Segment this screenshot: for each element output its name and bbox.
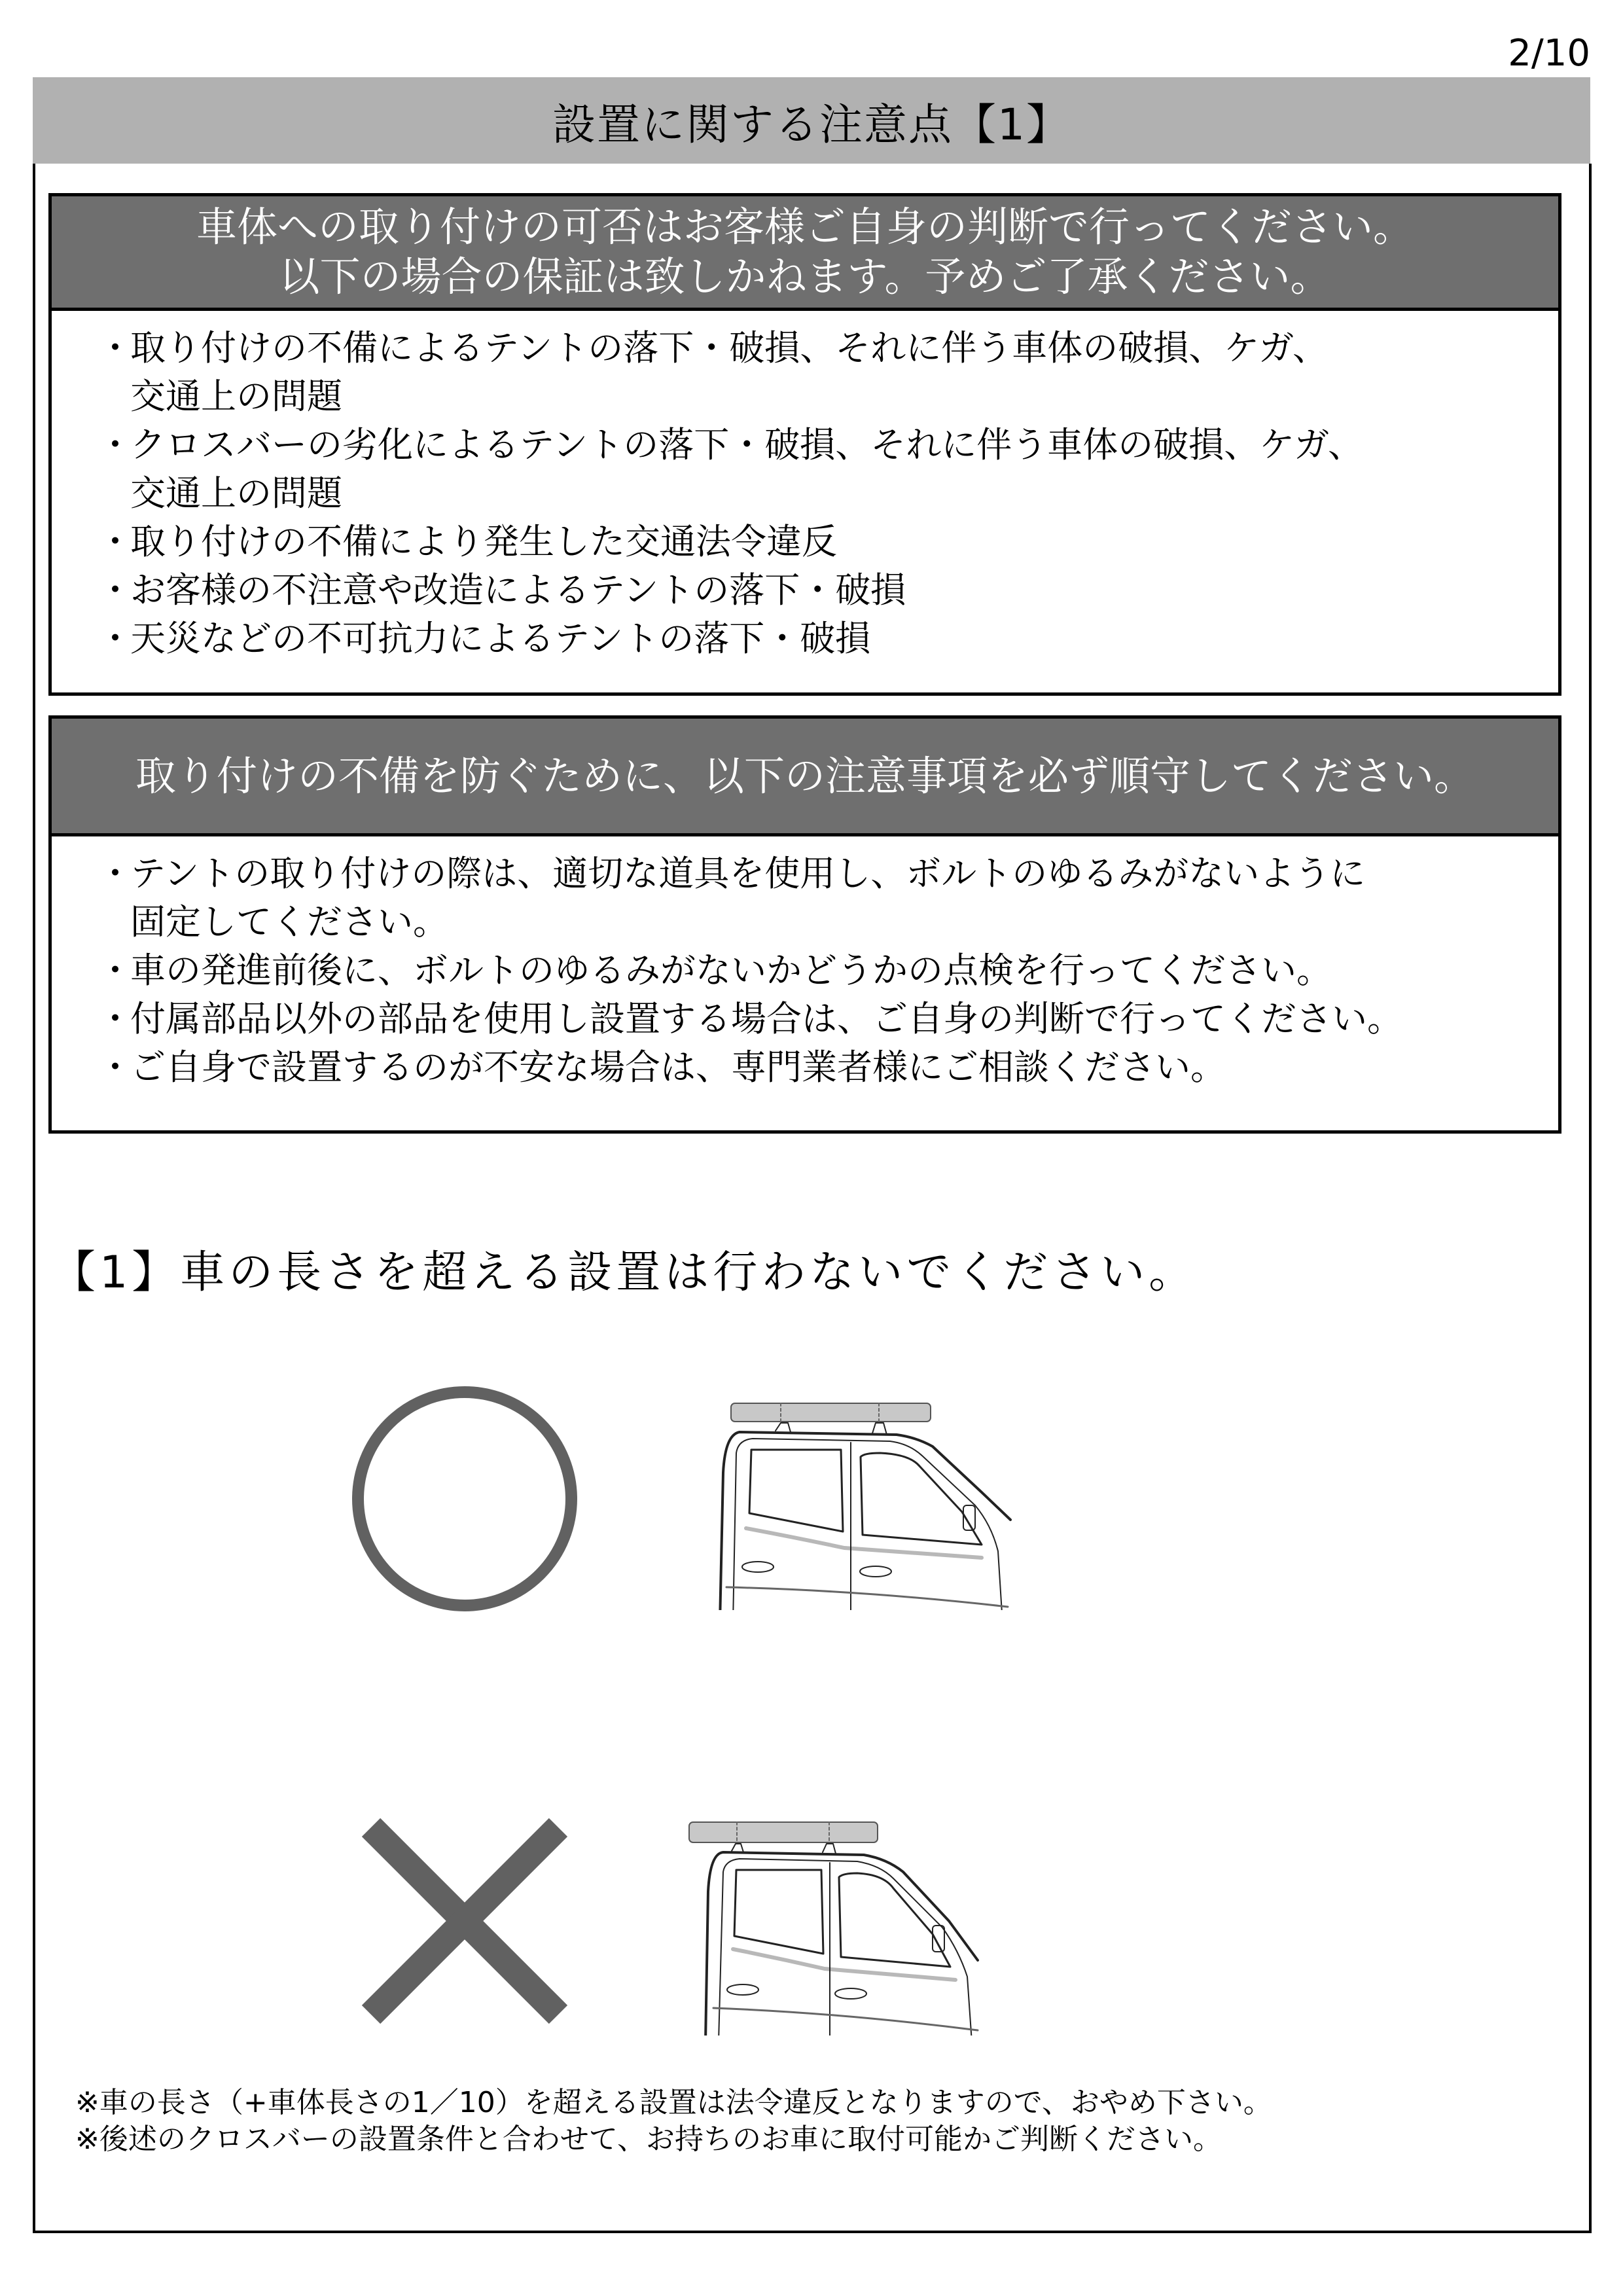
note-crossbar-condition: ※後述のクロスバーの設置条件と合わせて、お持ちのお車に取付可能かご判断ください。 xyxy=(75,2123,1222,2156)
warranty-notice-box xyxy=(48,193,1561,696)
list-item xyxy=(98,566,1558,615)
heading-line: 以下の場合の保証は致しかねます。予めご了承ください。 xyxy=(279,253,1331,300)
bullet: ・ xyxy=(98,424,133,465)
item-text-cont: 交通上の問題 xyxy=(130,473,342,514)
note-legal-length: ※車の長さ（+車体長さの1／10）を超える設置は法令違反となりますので、おやめ下さい。 xyxy=(75,2086,1272,2119)
item-text: 付属部品以外の部品を使用し設置する場合は、ご自身の判断で行ってください。 xyxy=(130,998,1402,1039)
bullet: ・ xyxy=(98,853,133,894)
item-text-cont: 交通上の問題 xyxy=(130,376,342,417)
page-title: 設置に関する注意点【1】 xyxy=(552,99,1071,150)
list-item xyxy=(98,615,1558,663)
car-with-tent-within-length-illustration xyxy=(700,1374,1171,1610)
item-text: 天災などの不可抗力によるテントの落下・破損 xyxy=(130,618,871,659)
item-text: クロスバーの劣化によるテントの落下・破損、それに伴う車体の破損、ケガ、 xyxy=(130,424,1364,465)
bullet: ・ xyxy=(98,950,133,991)
bullet: ・ xyxy=(98,569,133,611)
item-text: お客様の不注意や改造によるテントの落下・破損 xyxy=(130,569,906,611)
warranty-notice-list xyxy=(52,311,1558,663)
item-text: 取り付けの不備によるテントの落下・破損、それに伴う車体の破損、ケガ、 xyxy=(130,327,1329,368)
item-text: 車の発進前後に、ボルトのゆるみがないかどうかの点検を行ってください。 xyxy=(130,950,1332,991)
list-item xyxy=(98,946,1558,995)
cross-ng-icon xyxy=(357,1813,573,2029)
bullet: ・ xyxy=(98,327,133,368)
bullet: ・ xyxy=(98,1047,133,1088)
notes xyxy=(75,2085,1272,2158)
list-item xyxy=(98,421,1558,518)
heading-line: 車体への取り付けの可否はお客様ご自身の判断で行ってください。 xyxy=(196,203,1414,251)
item-text: テントの取り付けの際は、適切な道具を使用し、ボルトのゆるみがないように xyxy=(130,853,1366,894)
list-item xyxy=(98,850,1558,946)
item-text: ご自身で設置するのが不安な場合は、専門業者様にご相談ください。 xyxy=(130,1047,1226,1088)
car-with-tent-exceeding-length-illustration xyxy=(668,1787,1178,2036)
page-header-bar xyxy=(33,77,1590,164)
item-text-cont: 固定してください。 xyxy=(130,901,448,942)
section-heading: 【1】車の長さを超える設置は行わないでください。 xyxy=(51,1247,1198,1299)
precautions-list xyxy=(52,836,1558,1092)
heading-line: 取り付けの不備を防ぐために、以下の注意事項を必ず順守してください。 xyxy=(135,751,1474,800)
bullet: ・ xyxy=(98,521,133,562)
precautions-heading xyxy=(52,719,1558,836)
circle-ok-icon xyxy=(347,1381,582,1617)
warranty-notice-heading xyxy=(52,196,1558,311)
list-item xyxy=(98,324,1558,421)
item-text: 取り付けの不備により発生した交通法令違反 xyxy=(130,521,837,562)
bullet: ・ xyxy=(98,998,133,1039)
bullet: ・ xyxy=(98,618,133,659)
page-number: 2/10 xyxy=(1508,32,1590,75)
list-item xyxy=(98,995,1558,1043)
precautions-box xyxy=(48,715,1561,1134)
list-item xyxy=(98,518,1558,566)
list-item xyxy=(98,1043,1558,1092)
